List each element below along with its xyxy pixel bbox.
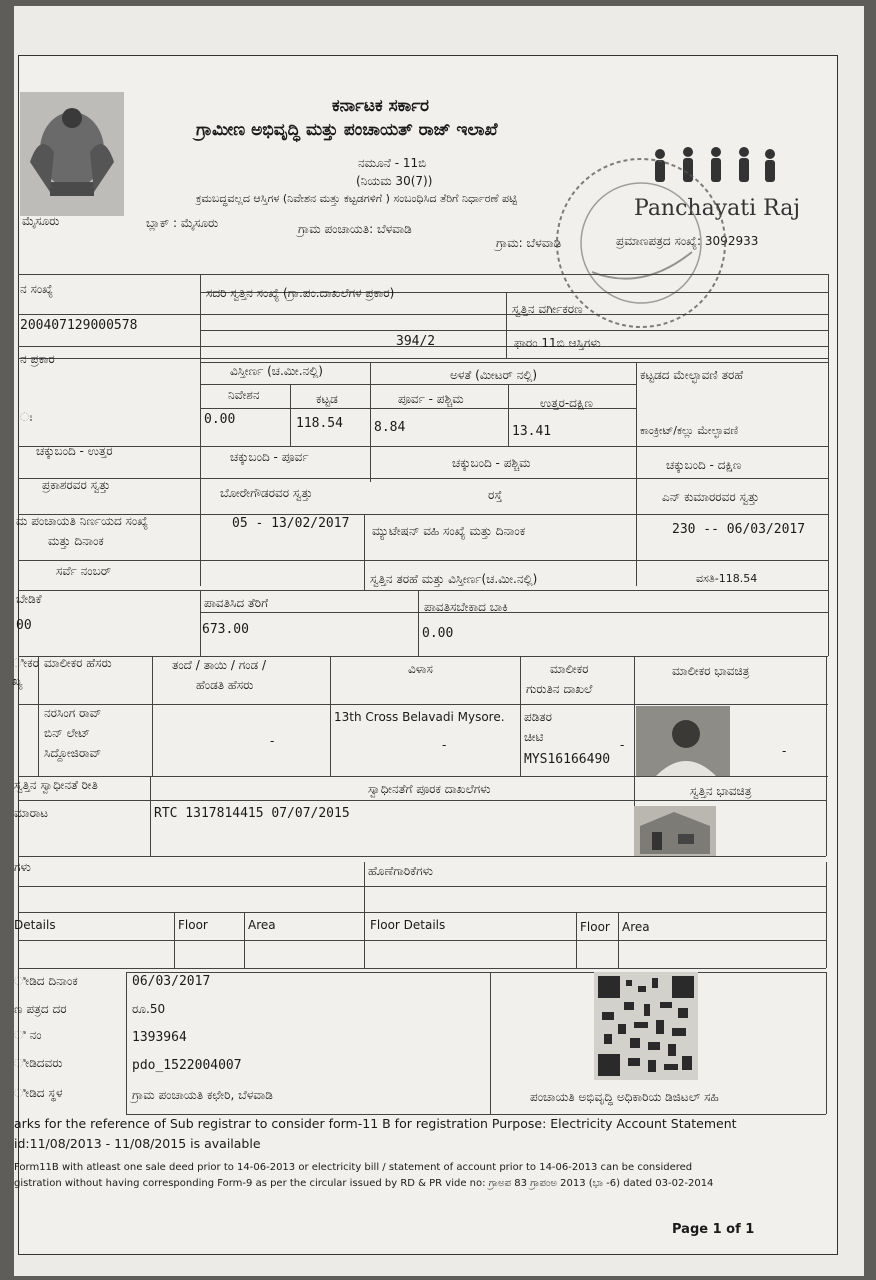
village-label: ಗ್ರಾಮ: ಬೆಳವಾಡಿ xyxy=(496,236,562,250)
karnataka-emblem-icon xyxy=(20,92,124,216)
receipt-value: 1393964 xyxy=(132,1030,187,1045)
floor-header-left: Floor xyxy=(178,918,208,932)
property-type-value: ವಸತಿ-118.54 xyxy=(696,572,758,585)
supporting-docs-header: ಸ್ವಾಧೀನತೆಗೆ ಪೂರಕ ದಾಖಲೆಗಳು xyxy=(368,782,491,796)
supporting-docs-value: RTC 1317814415 07/07/2015 xyxy=(154,806,350,821)
remarks-line2: id:11/08/2013 - 11/08/2015 is available xyxy=(14,1136,261,1151)
block-label: ಬ್ಲಾಕ್ : ಮೈಸೂರು xyxy=(146,216,219,230)
certificate-number: ಪ್ರಮಾಣಪತ್ರದ ಸಂಖ್ಯೆ: 3092933 xyxy=(616,234,759,248)
rule-ref: (ನಿಯಮ 30(7)) xyxy=(356,174,433,188)
west-boundary-value: ರಸ್ತೆ xyxy=(488,488,503,502)
balance-value: 0.00 xyxy=(422,626,454,641)
classification-header: ಸ್ವತ್ತಿನ ವರ್ಗೀಕರಣ xyxy=(512,302,583,316)
north-south-value: 13.41 xyxy=(512,424,552,439)
logo-text: Panchayati Raj xyxy=(634,196,801,221)
owner-address: 13th Cross Belavadi Mysore. xyxy=(334,710,505,724)
fee-label: ಣ ಪತ್ರದ ದರ xyxy=(14,1002,67,1016)
relation-value: - xyxy=(270,734,275,748)
remarks-note1: Form11B with atleast one sale deed prior to 14-06-2013 or electricity bill / statement of account prior to 14-06-2013 can be considered xyxy=(14,1162,693,1173)
property-id-value: 200407129000578 xyxy=(20,318,138,333)
liabilities-header: ಹೊಣೆಗಾರಿಕೆಗಳು xyxy=(368,864,433,878)
site-area-value: 0.00 xyxy=(204,412,236,427)
south-boundary-header: ಚಕ್ಕುಬಂದಿ - ದಕ್ಷಿಣ xyxy=(666,458,742,472)
north-boundary-header: ಚಕ್ಕುಬಂದಿ - ಉತ್ತರ xyxy=(36,444,113,458)
mutation-value: 230 -- 06/03/2017 xyxy=(672,522,806,537)
paid-tax-header: ಪಾವತಿಸಿದ ತೆರಿಗೆ xyxy=(204,596,269,610)
id-type-line2: ಚೀಟಿ xyxy=(524,730,544,744)
floor-header-right: Floor xyxy=(580,920,610,934)
type-header: ನ ಪ್ರಕಾರ xyxy=(20,352,55,366)
id-doc-header-1: ಮಾಲೀಕರ xyxy=(550,662,589,676)
east-boundary-header: ಚಕ್ಕುಬಂದಿ - ಪೂರ್ವ xyxy=(230,450,309,464)
west-boundary-header: ಚಕ್ಕುಬಂದಿ - ಪಶ್ಚಿಮ xyxy=(452,456,531,470)
property-photo-header: ಸ್ವತ್ತಿನ ಭಾವಚಿತ್ರ xyxy=(690,784,752,798)
place-label: ೀಡಿದ ಸ್ಥಳ xyxy=(14,1086,63,1100)
issue-date-value: 06/03/2017 xyxy=(132,974,211,989)
resolution-value: 05 - 13/02/2017 xyxy=(232,516,350,531)
fee-value: ರೂ.50 xyxy=(132,1002,166,1016)
district-label: ಮೈಸೂರು xyxy=(22,214,60,228)
ownership-method-value: ಮಾರಾಟ xyxy=(14,806,49,820)
address-header: ವಿಳಾಸ xyxy=(408,662,433,676)
mutation-header: ಮ್ಯುಟೇಷನ್ ವಹಿ ಸಂಖ್ಯೆ ಮತ್ತು ದಿನಾಂಕ xyxy=(372,524,526,538)
digital-signature-label: ಪಂಚಾಯತಿ ಅಭಿವೃದ್ಧಿ ಅಧಿಕಾರಿಯ ಡಿಜಿಟಲ್ ಸಹಿ xyxy=(530,1090,719,1104)
property-photo xyxy=(634,806,716,856)
roof-header: ಕಟ್ಟಡದ ಮೇಲ್ಛಾವಣಿ ತರಹೆ xyxy=(640,368,744,382)
owner-photo xyxy=(636,706,730,776)
receipt-label: ಿ ನಂ xyxy=(14,1028,42,1042)
roof-value: ಕಾಂಕ್ರೀಟ್/ಕಲ್ಲು ಮೇಲ್ಛಾವಣಿ xyxy=(640,424,739,437)
issuer-label: ೀಡಿದವರು xyxy=(14,1056,63,1070)
resolution-label-1: ಮ ಪಂಚಾಯತಿ ನಿರ್ಣಯದ ಸಂಖ್ಯೆ xyxy=(16,514,149,528)
gov-title: ಕರ್ನಾಟಕ ಸರ್ಕಾರ xyxy=(332,96,430,116)
property-type-header: ಸ್ವತ್ತಿನ ತರಹೆ ಮತ್ತು ವಿಸ್ತೀರ್ಣ(ಚ.ಮೀ.ನಲ್ಲಿ) xyxy=(370,572,538,586)
owner-name-line1: ನರಸಿಂಗ ರಾವ್ xyxy=(44,706,102,720)
assets-header: ಗಳು xyxy=(14,860,31,874)
property-no-header: ಸದರಿ ಸ್ವತ್ತಿನ ಸಂಖ್ಯೆ (ಗ್ರಾ.ಪಂ.ದಾಖಲೆಗಳ ಪ್ರಕಾರ) xyxy=(206,286,395,300)
area-header-left: Area xyxy=(248,918,276,932)
demand-header: ಬೇಡಿಕೆ xyxy=(16,592,42,606)
east-boundary-value: ಬೋರೇಗೌಡರವರ ಸ್ವತ್ತು xyxy=(220,486,313,500)
photo-dash: - xyxy=(782,744,787,758)
east-west-value: 8.84 xyxy=(374,420,406,435)
id-type-line1: ಪಡಿತರ xyxy=(524,710,552,724)
relation-header-2: ಹೆಂಡತಿ ಹೆಸರು xyxy=(196,678,254,692)
building-header: ಕಟ್ಟಡ xyxy=(316,392,338,406)
area-header-right: Area xyxy=(622,920,650,934)
owner-name-line3: ಸಿದ್ದೋಜಿರಾವ್ xyxy=(44,746,102,760)
owner-name-header: ಮಾಲೀಕರ ಹೆಸರು xyxy=(44,656,112,670)
classification-value: ಫಾರಂ 11ಬಿ ಆಸ್ತಿಗಳು xyxy=(514,336,601,350)
form-subtitle: ಕ್ರಮಬದ್ಧವಲ್ಲದ ಆಸ್ತಿಗಳ (ನಿವೇಶನ ಮತ್ತು ಕಟ್ಟಡಗಳಿಗೆ ) ಸಂಬಂಧಿಸಿದ ತೆರಿಗೆ ನಿರ್ಧಾರಣೆ ಪಟ್ಟಿ xyxy=(196,192,518,205)
issuer-value: pdo_1522004007 xyxy=(132,1058,242,1073)
id-dash: - xyxy=(620,738,625,752)
floor-details-header-left: Details xyxy=(14,918,56,932)
owner-no-header-2: ಖ್ಯ xyxy=(12,674,23,688)
owner-photo-header: ಮಾಲೀಕರ ಭಾವಚಿತ್ರ xyxy=(672,664,750,678)
survey-number-header: ಸರ್ವೆ ನಂಬರ್ xyxy=(56,564,111,578)
remarks-note2: gistration without having corresponding Form-9 as per the circular issued by RD & PR vide no: ಗ್ರಾಅಪ 83 ಗ್ರಾಪಂಅ 2013 (ಭಾ -6) dated 03-02-2014 xyxy=(14,1178,714,1189)
floor-details-header-right: Floor Details xyxy=(370,918,446,932)
type-value: ಃ xyxy=(20,410,33,424)
address-dash: - xyxy=(442,738,447,752)
place-value: ಗ್ರಾಮ ಪಂಚಾಯತಿ ಕಛೇರಿ, ಬೆಳವಾಡಿ xyxy=(132,1088,273,1102)
property-id-header: ನ ಸಂಖ್ಯೆ xyxy=(20,282,54,296)
id-number: MYS16166490 xyxy=(524,752,611,767)
form-name: ನಮೂನೆ - 11ಬಿ xyxy=(358,156,427,170)
resolution-label-2: ಮತ್ತು ದಿನಾಂಕ xyxy=(48,534,104,548)
demand-value: 00 xyxy=(16,618,32,633)
measure-header: ಅಳತೆ (ಮೀಟರ್ ನಲ್ಲಿ) xyxy=(450,368,538,382)
dept-title: ಗ್ರಾಮೀಣ ಅಭಿವೃದ್ಧಿ ಮತ್ತು ಪಂಚಾಯತ್ ರಾಜ್ ಇಲಾಖೆ xyxy=(196,120,498,140)
north-south-header: ಉತ್ತರ-ದಕ್ಷಿಣ xyxy=(540,396,593,410)
site-header: ನಿವೇಶನ xyxy=(228,388,260,402)
north-boundary-value: ಪ್ರಕಾಶರವರ ಸ್ವತ್ತು xyxy=(42,478,111,492)
remarks-line1: arks for the reference of Sub registrar to consider form-11 B for registration Purpose: Electricity Account Statement xyxy=(14,1116,737,1131)
page-number: Page 1 of 1 xyxy=(672,1222,755,1237)
balance-header: ಪಾವತಿಸಬೇಕಾದ ಬಾಕಿ xyxy=(424,600,508,614)
gram-panchayat-label: ಗ್ರಾಮ ಪಂಚಾಯತಿ: ಬೆಳವಾಡಿ xyxy=(298,222,412,236)
paid-tax-value: 673.00 xyxy=(202,622,249,637)
owner-no-header-1: ೀಕರ xyxy=(12,656,39,670)
east-west-header: ಪೂರ್ವ - ಪಶ್ಚಿಮ xyxy=(398,392,464,406)
relation-header-1: ತಂದೆ / ತಾಯಿ / ಗಂಡ / xyxy=(172,658,267,672)
property-no-value: 394/2 xyxy=(396,334,436,349)
owner-name-line2: ಬಿನ್ ಲೇಟ್ xyxy=(44,726,90,740)
south-boundary-value: ಎನ್ ಕುಮಾರರವರ ಸ್ವತ್ತು xyxy=(662,490,760,504)
ownership-method-header: ಸ್ವತ್ತಿನ ಸ್ವಾಧೀನತೆ ರೀತಿ xyxy=(14,778,98,792)
building-area-value: 118.54 xyxy=(296,416,343,431)
qr-code-icon xyxy=(594,972,698,1080)
area-header: ವಿಸ್ತೀರ್ಣ (ಚ.ಮೀ.ನಲ್ಲಿ) xyxy=(230,364,323,378)
id-doc-header-2: ಗುರುತಿನ ದಾಖಲೆ xyxy=(526,682,593,696)
issue-date-label: ೀಡಿದ ದಿನಾಂಕ xyxy=(14,974,78,988)
